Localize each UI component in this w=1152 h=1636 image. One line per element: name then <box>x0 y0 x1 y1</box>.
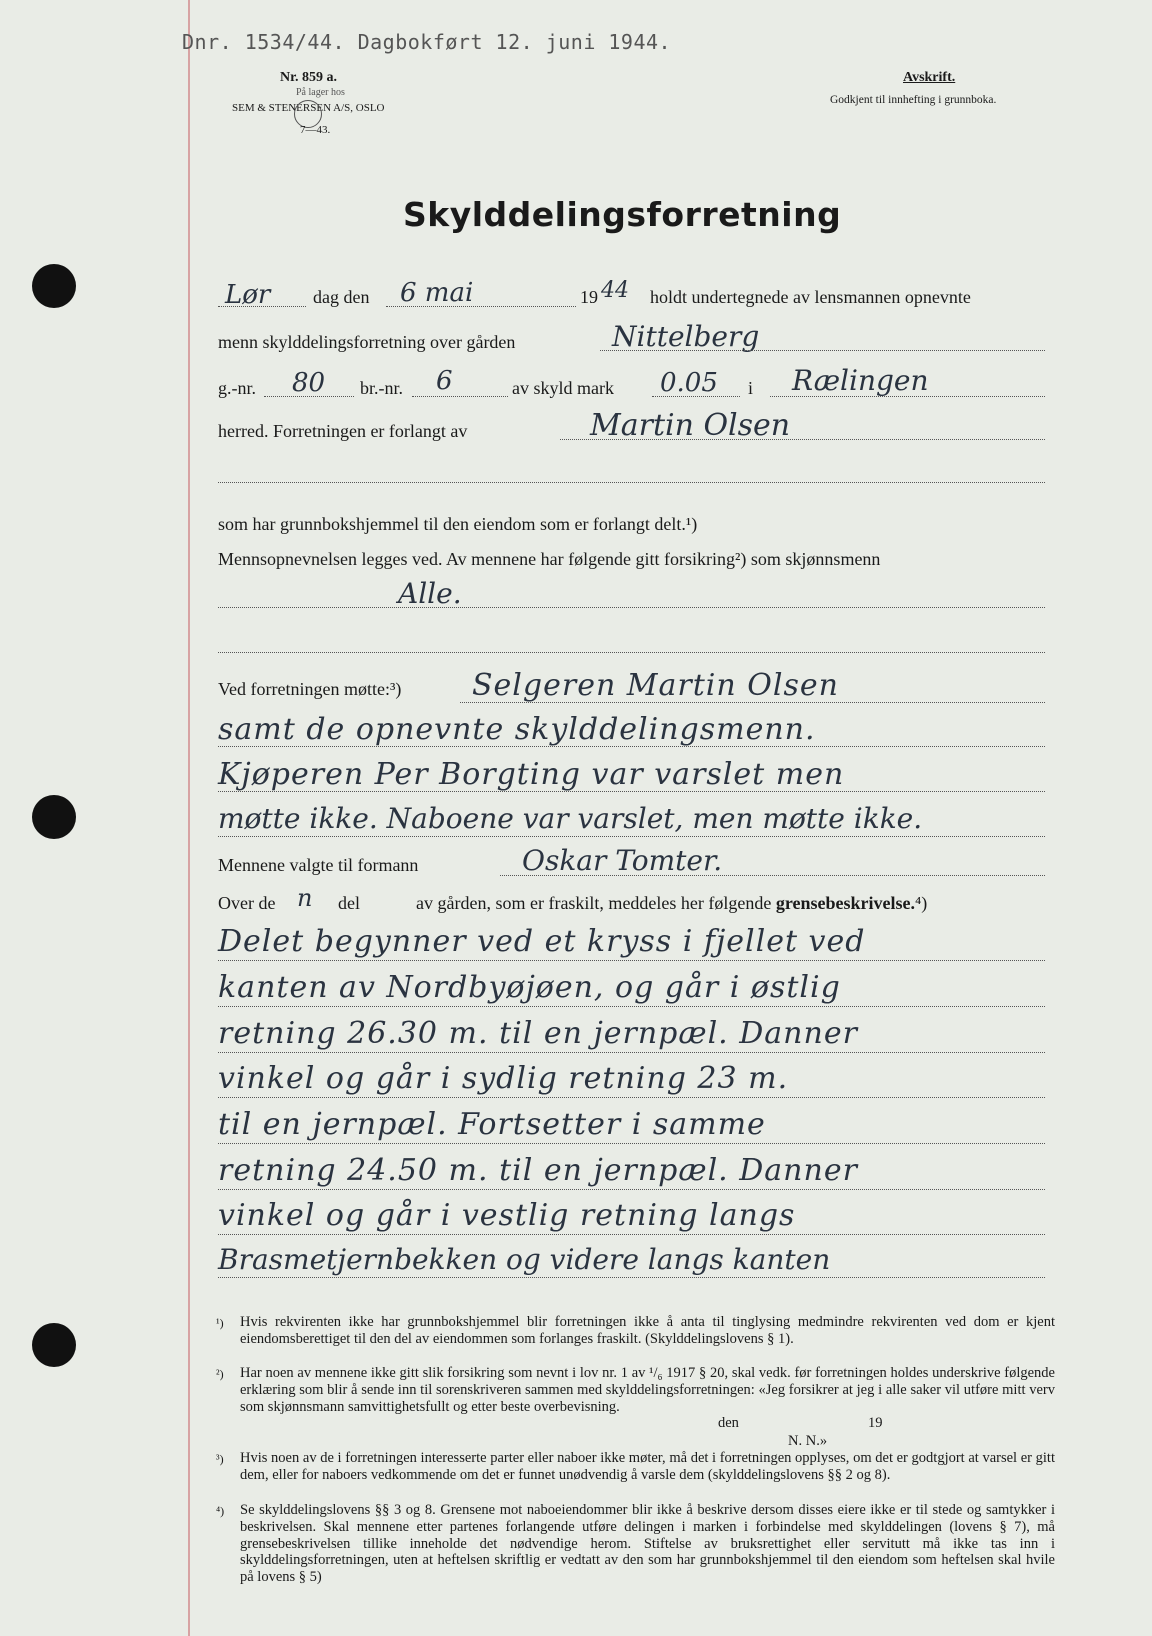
fill-line <box>218 791 1045 792</box>
footnote-text: Har noen av mennene ikke gitt slik forsikring som nevnt i lov nr. 1 av ¹/₆ 1917 § 20, skal vedk. før forretningen holdes underskrive følgende erklæring som blir å sende inn til sorenskriveren sammen med skylddelingsforretningen: «Jeg forsikrer at jeg i alle saker vil utføre mitt verv som skjønnsmann samvittighetsfullt og etter beste overbevisning. <box>240 1365 1055 1415</box>
description-line: retning 24.50 m. til en jernpæl. Danner <box>218 1153 858 1188</box>
footnote-number: ²) <box>216 1367 224 1381</box>
description-line: til en jernpæl. Fortsetter i samme <box>218 1107 766 1142</box>
fill-line <box>264 396 354 397</box>
skyld-label: av skyld mark <box>512 378 614 398</box>
footnote-19: 19 <box>868 1415 883 1431</box>
fill-line <box>652 396 740 397</box>
fill-line <box>386 306 576 307</box>
approval-note: Godkjent til innhefting i grunnboka. <box>830 94 997 106</box>
men-text: menn skylddelingsforretning over gården <box>218 332 516 352</box>
year-prefix: 19 <box>580 287 598 307</box>
punch-hole <box>32 795 76 839</box>
fill-line <box>218 1143 1045 1144</box>
description-line: kanten av Nordbyøjøen, og går i østlig <box>218 970 841 1005</box>
fill-line <box>600 350 1045 351</box>
mote-label: Ved forretningen møtte:³) <box>218 679 402 699</box>
date-handwritten: 6 mai <box>400 278 474 308</box>
fill-line <box>412 396 508 397</box>
fill-line <box>218 1189 1045 1190</box>
requester-handwritten: Martin Olsen <box>590 408 791 443</box>
footnote-nn: N. N.» <box>788 1433 828 1449</box>
fill-line <box>770 396 1045 397</box>
footnote-number: ⁴) <box>216 1504 225 1518</box>
description-line: Brasmetjernbekken og videre langs kanten <box>218 1243 831 1276</box>
skyld-handwritten: 0.05 <box>660 368 718 398</box>
publisher-line-2: SEM & STENERSEN A/S, OSLO <box>232 102 385 114</box>
held-text: holdt undertegnede av lensmannen opnevnte <box>650 287 971 307</box>
avskrift-label: Avskrift. <box>903 70 956 85</box>
municipality-handwritten: Rælingen <box>792 364 929 397</box>
formann-handwritten: Oskar Tomter. <box>522 844 723 877</box>
year-handwritten: 44 <box>601 278 629 303</box>
herred-text: herred. Forretningen er forlangt av <box>218 421 468 441</box>
document-title: Skylddelingsforretning <box>403 195 842 234</box>
fill-line <box>460 702 1045 703</box>
forsikring-handwritten: Alle. <box>398 577 462 610</box>
fill-line <box>218 1052 1045 1053</box>
over-label: Over de <box>218 893 276 913</box>
brnr-handwritten: 6 <box>436 366 453 396</box>
fill-line <box>218 482 1045 483</box>
fill-line <box>218 960 1045 961</box>
i-label: i <box>748 378 754 398</box>
punch-hole <box>32 264 76 308</box>
footnote-text: Se skylddelingslovens §§ 3 og 8. Grensene mot naboeiendommer blir ikke å beskrive dersom disses eiere ikke er til stede og samtykker i beskrivelsen. Skal mennene etter partenes forlangende utføre delingen i marken i forbindelse med skylddelingen (lovens § 7), må grensebeskrivelsen tillike inneholde det nødvendige herom. Stiftelse av bruksrettighet eller servitutt må ikke tas inn i skylddelingsforretningen, uten at heftelsen skriftlig er vedtatt av den som har grunnbokshjemmel til den eiendom som heftelsen skal hvile på lovens § 5) <box>240 1502 1055 1586</box>
mennsop-text: Mennsopnevnelsen legges ved. Av mennene har følgende gitt forsikring²) som skjønnsmenn <box>218 549 881 569</box>
footnote-text: Hvis rekvirenten ikke har grunnbokshjemmel blir forretningen ikke å anta til tinglysing medmindre rekvirenten ved dom er kjent eiendomsberettiget til den del av eiendommen som forlanges fraskilt. (Skylddelingslovens § 1). <box>240 1314 1055 1347</box>
description-line: retning 26.30 m. til en jernpæl. Danner <box>218 1016 858 1051</box>
fill-line <box>218 607 1045 608</box>
footnote-den: den <box>718 1415 739 1431</box>
registration-stamp: Dnr. 1534/44. Dagbokført 12. juni 1944. <box>182 30 672 54</box>
fill-line <box>218 746 1045 747</box>
gnr-label: g.-nr. <box>218 378 256 398</box>
weekday-handwritten: Lør <box>225 280 271 310</box>
footnote-number: ³) <box>216 1452 224 1466</box>
description-line: Delet begynner ved et kryss i fjellet ved <box>218 924 866 959</box>
punch-hole <box>32 1323 76 1367</box>
footnote-number: ¹) <box>216 1316 224 1330</box>
grunnbok-text: som har grunnbokshjemmel til den eiendom som er forlangt delt.¹) <box>218 514 698 534</box>
description-line: vinkel og går i sydlig retning 23 m. <box>218 1061 789 1096</box>
formann-label: Mennene valgte til formann <box>218 855 419 875</box>
fill-line <box>218 652 1045 653</box>
fill-line <box>218 1234 1045 1235</box>
attendee-line: Selgeren Martin Olsen <box>472 668 839 703</box>
farm-name-handwritten: Nittelberg <box>612 320 760 353</box>
gnr-handwritten: 80 <box>292 368 326 398</box>
over-handwritten: n <box>297 884 313 912</box>
fill-line <box>218 1097 1045 1098</box>
footnote-text: Hvis noen av de i forretningen interesserte parter eller naboer ikke møter, må det i forretningen opplyses, om det er godtgjort at varsel er gitt dem, eller for naboers vedkommende om det er funnet unødvendig å varsle dem (skylddelingslovens §§ 2 og 8). <box>240 1450 1055 1483</box>
description-line: vinkel og går i vestlig retning langs <box>218 1198 796 1233</box>
attendee-line: samt de opnevnte skylddelingsmenn. <box>218 712 816 747</box>
del-label: del <box>338 893 360 913</box>
brnr-label: br.-nr. <box>360 378 403 398</box>
fill-line <box>218 836 1045 837</box>
attendee-line: Kjøperen Per Borgting var varslet men <box>218 757 845 792</box>
dag-den-label: dag den <box>313 287 370 307</box>
fill-line <box>218 1006 1045 1007</box>
fill-line <box>500 875 1045 876</box>
form-number: Nr. 859 a. <box>280 70 338 85</box>
over-text: av gården, som er fraskilt, meddeles her følgende grensebeskrivelse.⁴) <box>416 893 928 913</box>
print-date: 7—43. <box>300 124 331 136</box>
fill-line <box>560 439 1045 440</box>
margin-line <box>188 0 190 1636</box>
publisher-line-1: På lager hos <box>296 87 345 98</box>
fill-line <box>218 306 306 307</box>
attendee-line: møtte ikke. Naboene var varslet, men møtte ikke. <box>218 802 923 835</box>
fill-line <box>218 1277 1045 1278</box>
